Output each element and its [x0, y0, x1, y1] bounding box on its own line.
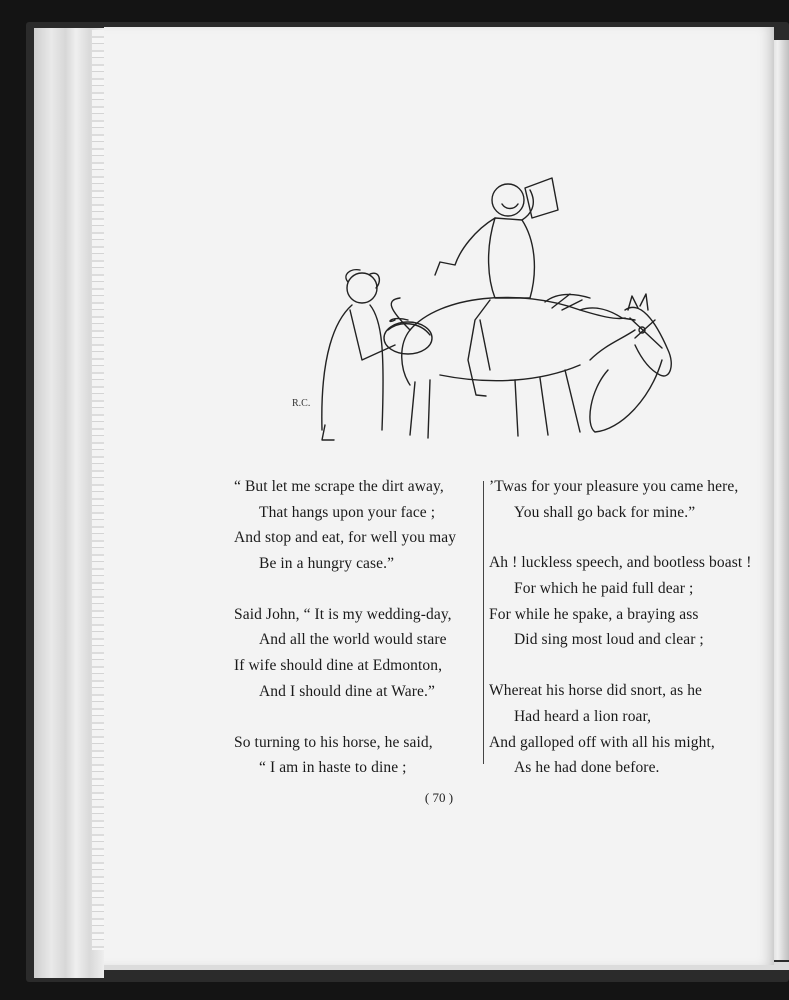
poem-left-column: [234, 474, 479, 806]
poem-line: ’Twas for your pleasure you came here,: [489, 478, 739, 495]
poem-line: “ But let me scrape the dirt away,: [234, 478, 444, 495]
poem-line: Ah ! luckless speech, and bootless boast !: [489, 554, 752, 572]
stanza: [234, 474, 479, 577]
poem-line: So turning to his horse, he said,: [234, 733, 433, 751]
poem-line: As he had done before.: [514, 759, 660, 777]
poem-line: You shall go back for mine.”: [514, 503, 696, 521]
artist-signature: R.C.: [292, 398, 311, 409]
stanza: [234, 602, 479, 705]
stanza: [234, 730, 479, 781]
poem-line: For which he paid full dear ;: [514, 580, 694, 598]
stanza: [489, 550, 752, 653]
poem-line: Did sing most loud and clear ;: [514, 631, 704, 649]
poem-line: If wife should dine at Edmonton,: [234, 657, 443, 675]
poem-line: Had heard a lion roar,: [514, 707, 652, 725]
poem-line: Said John, “ It is my wedding-day,: [234, 605, 452, 623]
poem-right-column: [489, 474, 752, 806]
page-number: ( 70 ): [424, 790, 454, 805]
poem-line: That hangs upon your face ;: [259, 503, 436, 521]
illustration: [290, 170, 690, 445]
stanza: [489, 678, 739, 781]
poem-line: Be in a hungry case.”: [259, 555, 395, 573]
poem-line: And all the world would stare: [259, 631, 447, 649]
poem-line: And I should dine at Ware.”: [259, 682, 435, 700]
poem-line: And stop and eat, for well you may: [234, 529, 457, 547]
poem-line: And galloped off with all his might,: [489, 733, 715, 751]
poem-line: Whereat his horse did snort, as he: [489, 682, 703, 700]
poem-line: For while he spake, a braying ass: [489, 605, 699, 623]
horse-and-rider-drawing: [290, 170, 690, 445]
poem-line: “ I am in haste to dine ;: [259, 759, 407, 777]
column-divider: [483, 481, 484, 764]
stanza: [489, 474, 739, 525]
